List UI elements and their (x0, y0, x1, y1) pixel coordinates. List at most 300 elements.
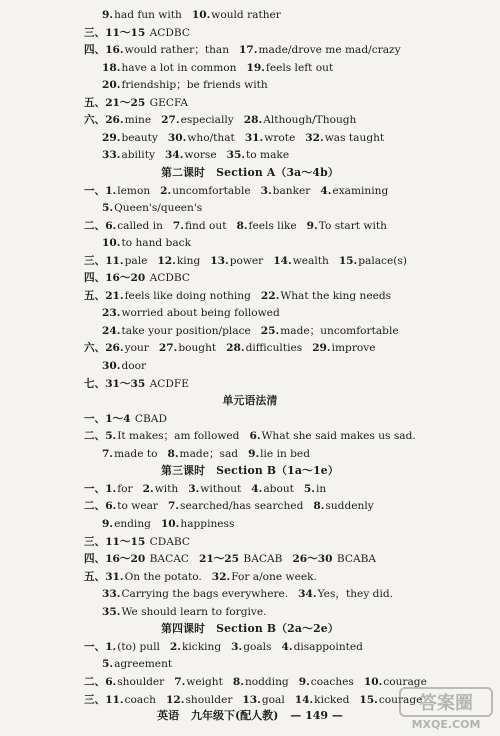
answer-text: door (121, 360, 147, 372)
answer-text: BACAB (240, 553, 283, 566)
answer-text: Queen's/queen's (114, 202, 203, 215)
answer-line (0, 236, 500, 250)
answer-text: What the king needs (280, 289, 392, 302)
answer-line (0, 535, 500, 549)
part-marker: 五、 (84, 96, 106, 109)
part-marker: 二、 (84, 219, 106, 232)
answer-line (0, 26, 500, 40)
answer-text: disappointed (293, 640, 363, 653)
answer-text: have a lot in common (121, 61, 237, 74)
answer-text: worse (184, 149, 217, 162)
answer-text: It makes；am followed (117, 430, 240, 443)
answer-line (0, 447, 500, 461)
question-number: 19. (246, 61, 265, 74)
answer-item (251, 483, 294, 495)
question-number: 34. (164, 149, 184, 162)
footer-subject: 英语 (157, 709, 180, 722)
answer-item (305, 132, 384, 144)
question-number: 21～25 (105, 96, 146, 109)
answer-item (170, 641, 221, 653)
question-number: 9. (306, 219, 318, 232)
question-number: 29. (312, 342, 331, 355)
answer-text: king (176, 254, 201, 267)
answer-line (0, 271, 500, 285)
question-number: 1. (105, 640, 117, 653)
question-number: 21. (105, 289, 124, 302)
answer-text: Carrying the bags everywhere. (121, 588, 289, 601)
answer-text: CBAD (131, 412, 167, 425)
watermark-logo-icon (398, 684, 494, 732)
answer-item (339, 255, 407, 267)
answer-item (282, 641, 363, 653)
answer-text: BCABA (333, 553, 377, 566)
answer-item (242, 694, 284, 706)
answer-text: worried about being followed (121, 307, 280, 320)
answer-line (0, 61, 500, 75)
question-number: 11. (105, 254, 124, 267)
answer-line (0, 341, 500, 355)
answer-text: To start with (318, 219, 387, 232)
question-number: 24. (102, 324, 121, 337)
question-number: 6. (105, 500, 117, 513)
question-number: 17. (239, 44, 258, 57)
answer-item (102, 9, 182, 21)
question-number: 16～20 (105, 272, 146, 285)
answer-line (0, 306, 500, 320)
question-number: 7. (174, 675, 186, 688)
part-marker: 五、 (84, 289, 106, 302)
section-heading-text: 第二课时 Section A（3a～4b） (161, 166, 339, 179)
answer-text: for (117, 482, 133, 495)
answer-item (245, 132, 295, 144)
answer-text: improve (331, 342, 376, 355)
watermark-logo (398, 684, 494, 732)
answer-item (236, 220, 296, 232)
answer-item (102, 588, 288, 600)
answer-text: with (154, 482, 179, 495)
answer-line (0, 254, 500, 268)
question-number: 18. (102, 61, 121, 74)
answer-line (0, 43, 500, 57)
question-number: 10. (191, 9, 211, 21)
answer-text: feels left out (265, 61, 334, 74)
question-number: 28. (243, 114, 263, 127)
answer-item (312, 342, 375, 354)
answer-text: kicking (181, 640, 222, 653)
section-heading (0, 166, 500, 180)
section-heading (0, 464, 500, 478)
answer-text: shoulder (117, 675, 165, 688)
question-number: 35. (102, 605, 121, 618)
answer-item (105, 185, 150, 197)
question-number: 31. (244, 131, 264, 144)
question-number: 31～35 (105, 377, 146, 390)
answer-item (105, 536, 190, 548)
part-marker: 三、 (84, 254, 106, 267)
answer-item (105, 114, 151, 126)
answer-item (157, 255, 200, 267)
question-number: 1～4 (105, 412, 131, 425)
footer-grade: 九年级下(配人教) (190, 709, 279, 722)
page-number: — 149 — (290, 709, 343, 722)
answer-item (165, 149, 217, 161)
watermark-domain: MXQE.COM (411, 718, 481, 731)
question-number: 6. (105, 675, 117, 688)
answer-item (102, 149, 155, 161)
answer-text: was taught (324, 131, 385, 144)
answer-text: without (200, 482, 242, 495)
answer-item (105, 342, 149, 354)
answer-item (313, 500, 373, 512)
question-number: 4. (320, 184, 332, 197)
answer-text: wrote (264, 131, 296, 144)
answer-item (239, 44, 401, 56)
section-heading (0, 394, 500, 408)
answer-line (0, 377, 500, 391)
answer-item (168, 500, 303, 512)
answer-line (0, 429, 500, 443)
question-number: 5. (105, 430, 117, 443)
question-number: 11～15 (105, 26, 146, 39)
part-marker: 一、 (84, 482, 106, 495)
answer-line (0, 499, 500, 513)
answer-item (102, 658, 172, 670)
answer-item (273, 255, 329, 267)
answer-text: beauty (121, 131, 158, 144)
answer-text: made；uncomfortable (280, 324, 399, 337)
answer-line (0, 113, 500, 127)
question-number: 9. (248, 447, 260, 460)
answer-item (304, 483, 326, 495)
answer-item (192, 9, 281, 21)
answer-text: to hand back (121, 237, 192, 250)
answer-text: suddenly (325, 500, 374, 513)
answer-text: weight (186, 675, 223, 688)
question-number: 4. (281, 640, 293, 653)
part-marker: 三、 (84, 535, 106, 548)
question-number: 35. (226, 149, 246, 162)
answer-text: examining (332, 184, 389, 197)
answer-text: made；sad (179, 447, 239, 460)
answer-item (166, 694, 232, 706)
answer-text: wealth (292, 254, 329, 267)
answer-item (102, 79, 268, 91)
part-marker: 二、 (84, 430, 106, 443)
part-marker: 五、 (84, 570, 106, 583)
answer-item (105, 676, 164, 688)
answer-item (307, 220, 387, 232)
question-number: 15. (338, 254, 358, 267)
answer-text: What she said makes us sad. (261, 430, 416, 443)
answer-text: (to) pull (117, 640, 160, 653)
answer-text: banker (272, 184, 311, 197)
answer-text: CDABC (146, 535, 190, 548)
answer-text: made/drove me mad/crazy (258, 44, 401, 57)
part-marker: 七、 (84, 377, 106, 390)
answer-item (199, 553, 282, 565)
answer-text: ending (114, 518, 151, 530)
answer-item (105, 430, 239, 442)
answer-line (0, 640, 500, 654)
question-number: 8. (232, 675, 244, 688)
question-number: 26～30 (292, 553, 333, 566)
answer-text: agreement (114, 658, 173, 671)
answer-text: We should learn to forgive. (121, 605, 267, 618)
answer-text: BACAC (146, 553, 189, 566)
answer-text: uncomfortable (172, 184, 251, 197)
answer-line (0, 412, 500, 426)
question-number: 6. (105, 219, 117, 232)
part-marker: 四、 (84, 272, 106, 285)
answer-item (102, 132, 158, 144)
question-number: 1. (105, 482, 117, 495)
answer-item (102, 325, 251, 337)
answer-text: nodding (244, 675, 289, 688)
answer-text: courage (383, 675, 427, 688)
answer-text: mine (124, 114, 152, 127)
question-number: 26. (105, 114, 124, 127)
answer-text: kicked (314, 693, 350, 706)
answer-item (298, 588, 393, 600)
question-number: 1. (105, 184, 117, 197)
part-marker: 四、 (84, 553, 106, 566)
question-number: 27. (161, 114, 180, 127)
question-number: 3. (260, 184, 272, 197)
answer-text: take your position/place (121, 324, 251, 337)
answer-item (105, 220, 163, 232)
answer-item (226, 342, 302, 354)
question-number: 26. (105, 342, 124, 355)
section-heading (0, 622, 500, 636)
answer-text: ACDBC (146, 272, 190, 285)
part-marker: 二、 (84, 500, 106, 513)
question-number: 34. (298, 588, 317, 601)
question-number: 3. (188, 482, 200, 495)
answer-text: in (315, 482, 327, 495)
question-number: 20. (102, 79, 121, 92)
answer-text: palace(s) (358, 254, 407, 267)
answer-line (0, 552, 500, 566)
part-marker: 三、 (84, 693, 106, 706)
answer-text: to make (246, 149, 290, 162)
question-number: 11. (105, 693, 124, 706)
question-number: 14. (273, 254, 292, 267)
question-number: 30. (167, 131, 187, 144)
answer-item (102, 237, 191, 249)
answer-text: On the potato. (124, 570, 202, 583)
answer-item (105, 641, 160, 653)
answer-item (105, 27, 190, 39)
answer-item (105, 483, 132, 495)
question-number: 9. (102, 518, 114, 530)
answer-item (102, 307, 280, 319)
answer-text: difficulties (245, 342, 303, 355)
question-number: 8. (313, 500, 325, 513)
answer-item (261, 185, 311, 197)
question-number: 9. (298, 675, 310, 688)
answer-item (188, 483, 241, 495)
question-number: 2. (160, 184, 172, 197)
answer-text: called in (117, 219, 163, 232)
answer-line (0, 605, 500, 619)
answer-text: Although/Though (263, 114, 357, 127)
part-marker: 四、 (84, 44, 106, 57)
answer-item (102, 202, 202, 214)
question-number: 29. (102, 131, 121, 144)
answer-line (0, 201, 500, 215)
question-number: 27. (158, 342, 178, 355)
answer-item (261, 290, 391, 302)
answer-line (0, 8, 500, 22)
answer-item (102, 360, 146, 372)
answer-item (105, 571, 202, 583)
question-number: 10. (160, 518, 180, 530)
question-number: 8. (167, 447, 179, 460)
answer-text: For a/one week. (231, 570, 317, 583)
answer-line (0, 587, 500, 601)
question-number: 12. (157, 254, 176, 267)
section-heading-text: 单元语法清 (222, 394, 278, 408)
answer-item (173, 220, 227, 232)
question-number: 22. (260, 289, 280, 302)
part-marker: 一、 (84, 412, 106, 425)
answer-item (292, 553, 376, 565)
answer-item (231, 641, 271, 653)
answer-item (246, 62, 333, 74)
answer-line (0, 289, 500, 303)
question-number: 16. (105, 44, 124, 57)
part-marker: 二、 (84, 675, 106, 688)
answer-item (105, 413, 167, 425)
answer-item (320, 185, 388, 197)
part-marker: 一、 (84, 184, 106, 197)
answer-line (0, 517, 500, 531)
question-number: 14. (294, 693, 314, 706)
answer-line (0, 78, 500, 92)
answer-line (0, 131, 500, 145)
answer-text: goals (243, 640, 272, 653)
answer-item (105, 255, 147, 267)
answer-line (0, 96, 500, 110)
question-number: 10. (363, 675, 383, 688)
question-number: 25. (260, 324, 280, 337)
question-number: 15. (359, 693, 378, 706)
question-number: 33. (102, 588, 121, 601)
answer-line (0, 324, 500, 338)
answer-line (0, 657, 500, 671)
answer-item (143, 483, 179, 495)
answer-item (105, 97, 188, 109)
answer-text: had fun with (114, 9, 182, 21)
question-number: 10. (102, 237, 121, 250)
question-number: 32. (211, 570, 231, 583)
question-number: 9. (102, 9, 114, 21)
answer-text: coach (124, 693, 157, 706)
answer-item (295, 694, 350, 706)
answer-item (160, 185, 250, 197)
question-number: 13. (210, 254, 229, 267)
question-number: 31. (105, 570, 124, 583)
answer-text: made to (114, 447, 158, 460)
answer-item (168, 132, 235, 144)
question-number: 12. (166, 693, 185, 706)
question-number: 5. (102, 658, 114, 671)
question-number: 7. (172, 219, 184, 232)
answer-text: your (124, 342, 149, 355)
answer-text: shoulder (185, 693, 233, 706)
answer-text: coaches (310, 675, 354, 688)
part-marker: 六、 (84, 342, 106, 355)
answer-item (248, 448, 310, 460)
answer-line (0, 219, 500, 233)
answer-item (249, 430, 415, 442)
answer-item (102, 606, 266, 618)
answer-item (261, 325, 399, 337)
question-number: 2. (169, 640, 181, 653)
answer-item (159, 342, 216, 354)
answer-item (105, 500, 158, 512)
answer-text: who/that (187, 131, 235, 144)
answer-item (161, 518, 235, 530)
question-number: 16～20 (105, 553, 146, 566)
answer-item (161, 114, 234, 126)
answer-item (174, 676, 223, 688)
answer-text: happiness (180, 518, 235, 530)
answer-text: power (229, 254, 264, 267)
question-number: 4. (251, 482, 263, 495)
answer-text: searched/has searched (180, 500, 304, 513)
question-number: 21～25 (198, 553, 240, 566)
question-number: 7. (102, 447, 114, 460)
answer-item (102, 518, 151, 530)
answer-line (0, 148, 500, 162)
section-heading-text: 第四课时 Section B（2a～2e） (161, 622, 339, 636)
answer-text: ACDFE (146, 377, 189, 390)
answer-text: would rather；than (124, 44, 230, 57)
answer-item (102, 62, 236, 74)
answer-item (105, 553, 189, 565)
answer-text: lemon (117, 184, 151, 197)
question-number: 32. (305, 131, 324, 144)
answer-text: pale (124, 254, 148, 267)
question-number: 5. (303, 482, 315, 495)
question-number: 23. (102, 307, 121, 320)
answer-text: to wear (117, 500, 158, 513)
part-marker: 一、 (84, 640, 106, 653)
answer-text: would rather (211, 9, 281, 21)
answer-line (0, 570, 500, 584)
answer-item (227, 149, 290, 161)
answer-item (105, 290, 251, 302)
answer-text: friendship；be friends with (121, 79, 268, 92)
answer-text: feels like doing nothing (124, 289, 251, 302)
watermark-text: 答案圈 (419, 693, 473, 714)
answer-text: goal (261, 693, 285, 706)
answer-line (0, 482, 500, 496)
answer-text: especially (180, 114, 234, 127)
answer-item (212, 571, 317, 583)
question-number: 3. (231, 640, 243, 653)
answer-item (105, 694, 156, 706)
question-number: 28. (226, 342, 245, 355)
answer-text: bought (178, 342, 217, 355)
answer-text: ability (121, 149, 155, 162)
answer-item (244, 114, 357, 126)
answer-item (105, 378, 189, 390)
answer-item (210, 255, 263, 267)
answer-item (167, 448, 238, 460)
answer-item (233, 676, 289, 688)
